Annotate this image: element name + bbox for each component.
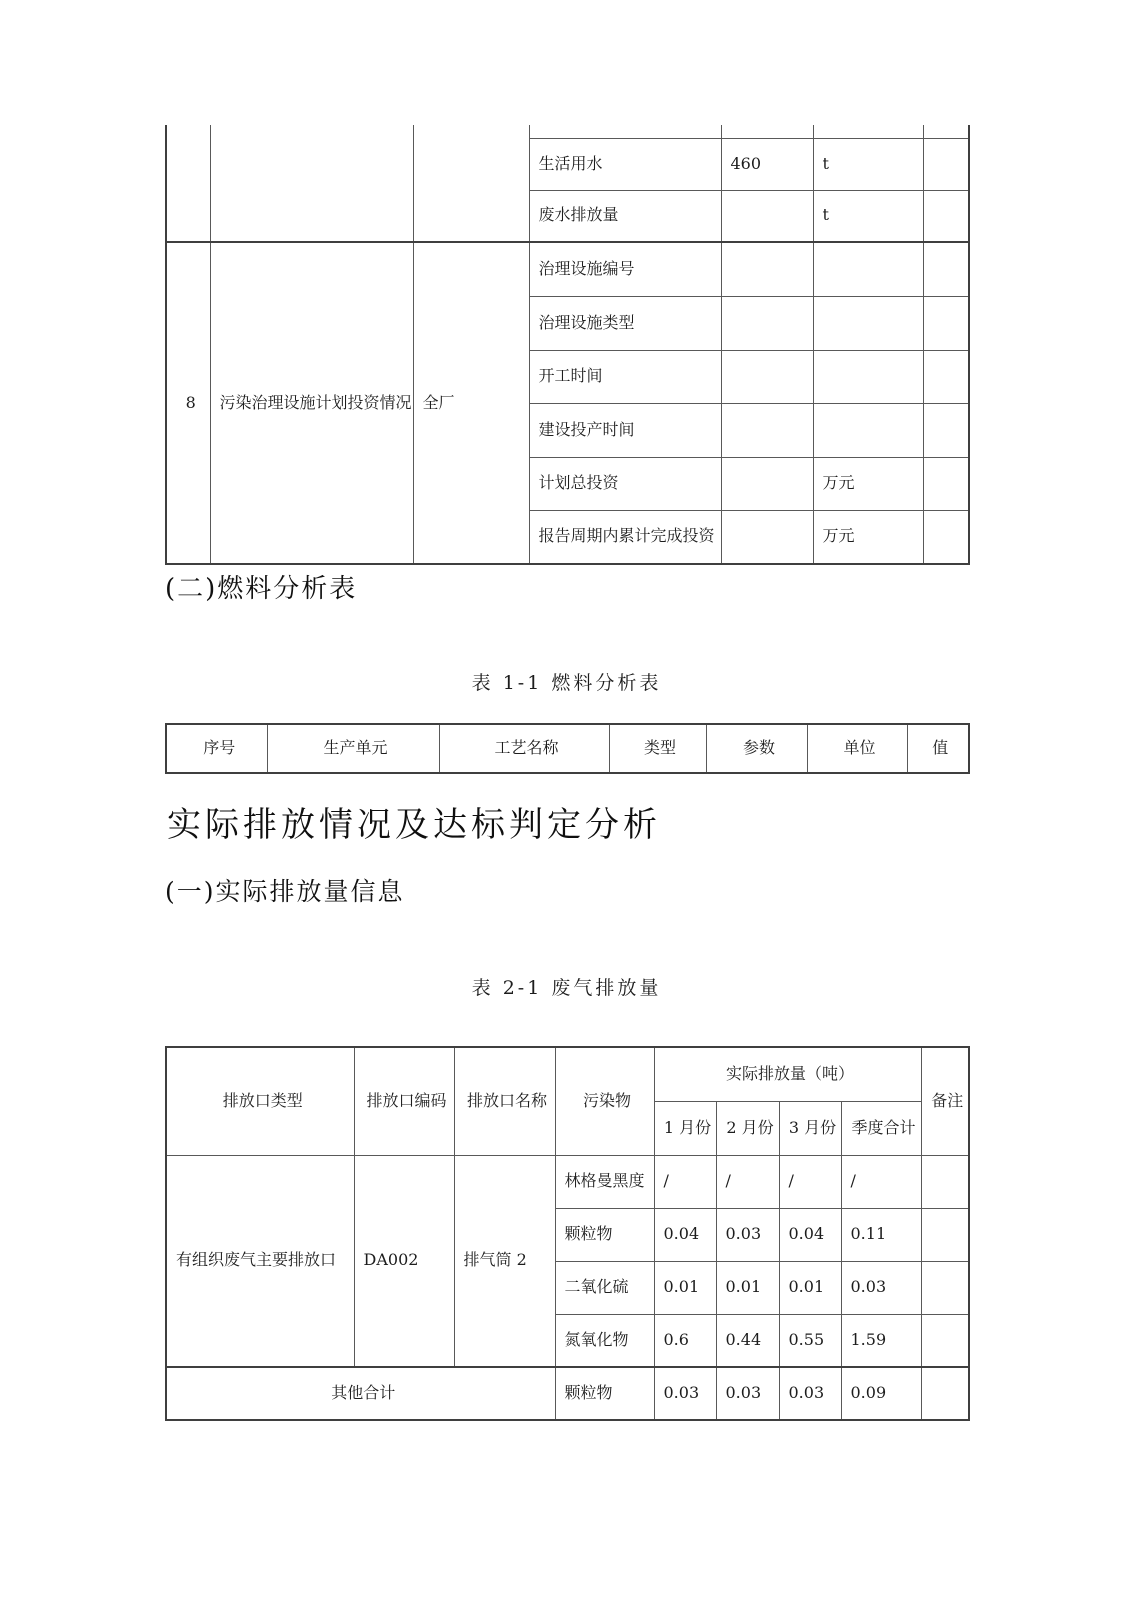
cell-value: 460 [721, 138, 813, 190]
cell-category: 污染治理设施计划投资情况 [210, 242, 413, 564]
cell-row-no [166, 125, 210, 242]
cell-month1-value: 0.6 [654, 1314, 716, 1367]
cell-month3-value: 0.03 [779, 1367, 841, 1420]
cell-item-label: 建设投产时间 [529, 403, 721, 457]
cell-remark [921, 1367, 969, 1420]
cell-outlet-type: 有组织废气主要排放口 [166, 1155, 354, 1367]
cell-other-total-label: 其他合计 [166, 1367, 555, 1420]
column-header-outlet-type: 排放口类型 [166, 1047, 354, 1155]
cell-month2-value: 0.44 [716, 1314, 779, 1367]
cell-month1-value: 0.04 [654, 1208, 716, 1261]
cell-note [923, 242, 969, 296]
cell-quarter-total: / [841, 1155, 921, 1208]
cell-scope [413, 125, 529, 242]
cell-item-label: 生活用水 [529, 138, 721, 190]
cell-pollutant: 氮氧化物 [555, 1314, 654, 1367]
cell-outlet-code: DA002 [354, 1155, 454, 1367]
cell-unit [813, 125, 923, 138]
cell-remark [921, 1314, 969, 1367]
cell-remark [921, 1155, 969, 1208]
cell-unit: 万元 [813, 510, 923, 564]
cell-quarter-total: 0.03 [841, 1261, 921, 1314]
cell-outlet-name: 排气筒 2 [454, 1155, 555, 1367]
cell-value [721, 403, 813, 457]
facility-investment-table [165, 125, 970, 565]
cell-pollutant: 颗粒物 [555, 1208, 654, 1261]
column-header-process: 工艺名称 [439, 724, 609, 773]
column-header-actual-emission: 实际排放量（吨） [654, 1047, 921, 1101]
cell-value [721, 296, 813, 350]
column-header-quarter-total: 季度合计 [841, 1101, 921, 1155]
cell-note [923, 296, 969, 350]
cell-item-label: 计划总投资 [529, 457, 721, 510]
cell-quarter-total: 0.11 [841, 1208, 921, 1261]
column-header-outlet-name: 排放口名称 [454, 1047, 555, 1155]
cell-value [721, 242, 813, 296]
cell-row-no: 8 [166, 242, 210, 564]
cell-item-label: 废水排放量 [529, 190, 721, 242]
column-header-remark: 备注 [921, 1047, 969, 1155]
cell-item-label: 治理设施编号 [529, 242, 721, 296]
cell-value [721, 190, 813, 242]
fuel-table-caption: 表 1-1 燃料分析表 [471, 672, 662, 694]
cell-unit [813, 296, 923, 350]
cell-item-label: 开工时间 [529, 350, 721, 403]
fuel-analysis-table [165, 723, 970, 774]
cell-note [923, 350, 969, 403]
cell-unit: t [813, 138, 923, 190]
cell-value [721, 125, 813, 138]
cell-item-label: 报告周期内累计完成投资 [529, 510, 721, 564]
cell-scope: 全厂 [413, 242, 529, 564]
section-heading-actual-emission: (一)实际排放量信息 [165, 877, 405, 906]
cell-pollutant: 林格曼黑度 [555, 1155, 654, 1208]
cell-category [210, 125, 413, 242]
cell-month3-value: 0.01 [779, 1261, 841, 1314]
cell-month1-value: 0.01 [654, 1261, 716, 1314]
cell-note [923, 403, 969, 457]
cell-value [721, 457, 813, 510]
cell-note [923, 510, 969, 564]
column-header-param: 参数 [706, 724, 807, 773]
cell-item-label: 治理设施类型 [529, 296, 721, 350]
cell-note [923, 125, 969, 138]
cell-item-label [529, 125, 721, 138]
column-header-unit: 生产单元 [267, 724, 439, 773]
cell-quarter-total: 0.09 [841, 1367, 921, 1420]
column-header-month-2: 2 月份 [716, 1101, 779, 1155]
section-heading-fuel: (二)燃料分析表 [165, 574, 358, 604]
cell-remark [921, 1208, 969, 1261]
cell-month2-value: 0.01 [716, 1261, 779, 1314]
cell-month2-value: / [716, 1155, 779, 1208]
waste-gas-emission-table [165, 1046, 970, 1421]
cell-remark [921, 1261, 969, 1314]
emission-table-caption: 表 2-1 废气排放量 [471, 977, 662, 999]
cell-month2-value: 0.03 [716, 1208, 779, 1261]
cell-pollutant: 颗粒物 [555, 1367, 654, 1420]
cell-unit: 万元 [813, 457, 923, 510]
column-header-seq: 序号 [166, 724, 267, 773]
cell-value [721, 510, 813, 564]
cell-month3-value: 0.55 [779, 1314, 841, 1367]
cell-month2-value: 0.03 [716, 1367, 779, 1420]
cell-month3-value: 0.04 [779, 1208, 841, 1261]
cell-unit [813, 242, 923, 296]
cell-unit [813, 403, 923, 457]
cell-note [923, 457, 969, 510]
cell-note [923, 190, 969, 242]
column-header-value: 值 [907, 724, 969, 773]
cell-value [721, 350, 813, 403]
cell-unit: t [813, 190, 923, 242]
cell-pollutant: 二氧化硫 [555, 1261, 654, 1314]
cell-month1-value: 0.03 [654, 1367, 716, 1420]
cell-unit [813, 350, 923, 403]
column-header-month-1: 1 月份 [654, 1101, 716, 1155]
cell-month3-value: / [779, 1155, 841, 1208]
column-header-pollutant: 污染物 [555, 1047, 654, 1155]
column-header-type: 类型 [609, 724, 706, 773]
column-header-measure: 单位 [807, 724, 907, 773]
cell-quarter-total: 1.59 [841, 1314, 921, 1367]
cell-note [923, 138, 969, 190]
column-header-month-3: 3 月份 [779, 1101, 841, 1155]
column-header-outlet-code: 排放口编码 [354, 1047, 454, 1155]
cell-month1-value: / [654, 1155, 716, 1208]
main-title: 实际排放情况及达标判定分析 [167, 805, 661, 845]
